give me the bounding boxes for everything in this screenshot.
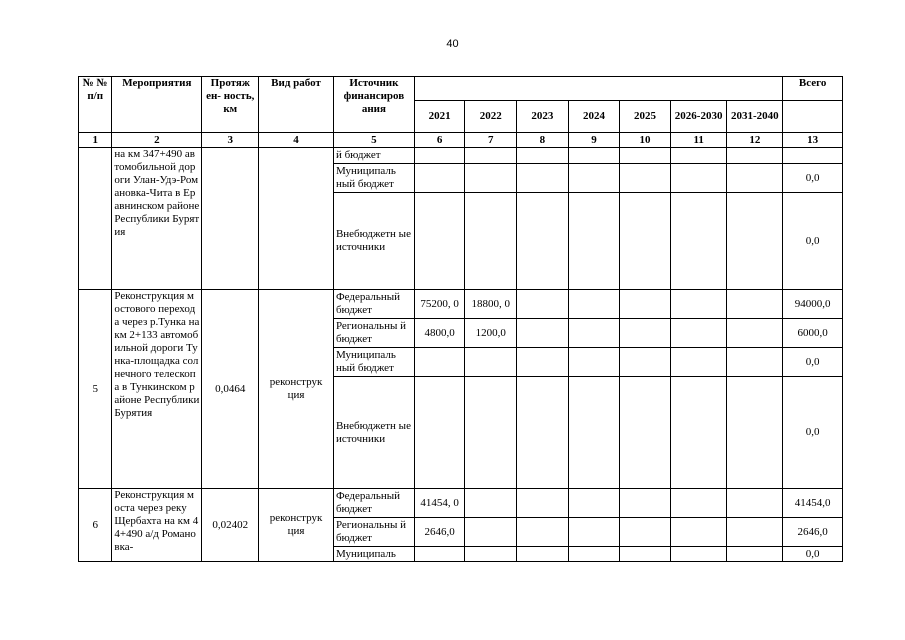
row5-activity: Реконструкция мостового перехода через р.Тунка на км 2+133 автомобильной дороги Тунка-площадка солнечного телескопа в Тункинском районе Республики Бурятия [112,290,202,489]
cell [568,148,620,164]
cell [517,148,569,164]
cell [517,164,569,193]
row5-v2021-2: 4800,0 [414,319,465,348]
cell [414,377,465,489]
cell [517,290,569,319]
cell [670,319,727,348]
cell [727,547,783,562]
cell [670,518,727,547]
row5-source-4: Внебюджетн ые источники [333,377,414,489]
cell [517,193,569,290]
header-year-2025: 2025 [620,101,671,133]
col-number: 12 [727,133,783,148]
row6-activity: Реконструкция моста через реку Щербахта на км 44+490 а/д Романовка- [112,489,202,562]
col-number: 3 [202,133,259,148]
cell [670,148,727,164]
cell [727,319,783,348]
cell [517,547,569,562]
cell [620,290,671,319]
header-year-2024: 2024 [568,101,620,133]
cell [670,290,727,319]
prev-total-3: 0,0 [783,193,843,290]
cell [568,319,620,348]
header-work-type: Вид работ [259,77,334,133]
cell [517,518,569,547]
cell [414,148,465,164]
prev-total-2: 0,0 [783,164,843,193]
cell [727,193,783,290]
row5-source-2: Региональны й бюджет [333,319,414,348]
row5-total-4: 0,0 [783,377,843,489]
financing-table [78,76,843,562]
cell [620,547,671,562]
prev-total-1 [783,148,843,164]
cell [568,193,620,290]
cell [465,348,517,377]
cell [465,518,517,547]
cell [727,489,783,518]
cell [620,489,671,518]
cell [620,148,671,164]
cell [620,193,671,290]
prev-source-1: й бюджет [333,148,414,164]
row6-source-2: Региональны й бюджет [333,518,414,547]
prev-activity: на км 347+490 автомобильной дороги Улан-Удэ-Романовка-Чита в Еравнинском районе Республики Бурятия [112,148,202,290]
row6-work-type: реконструк ция [259,489,334,562]
row5-total-2: 6000,0 [783,319,843,348]
row6-v2021-2: 2646,0 [414,518,465,547]
header-activities: Мероприятия [112,77,202,133]
header-year-2031-2040: 2031-2040 [727,101,783,133]
cell [414,164,465,193]
header-year-2021: 2021 [414,101,465,133]
row6-source-3: Муниципаль [333,547,414,562]
cell [727,290,783,319]
col-number: 2 [112,133,202,148]
cell [568,164,620,193]
prev-source-2: Муниципаль ный бюджет [333,164,414,193]
cell [670,489,727,518]
row6-num: 6 [79,489,112,562]
cell [414,193,465,290]
header-year-2026-2030: 2026-2030 [670,101,727,133]
cell [568,547,620,562]
prev-length [202,148,259,290]
cell [414,547,465,562]
cell [465,377,517,489]
cell [568,348,620,377]
cell [568,489,620,518]
cell [620,518,671,547]
header-years-group [414,77,782,101]
header-length: Протяж ен- ность, км [202,77,259,133]
cell [620,377,671,489]
cell [670,164,727,193]
header-year-2022: 2022 [465,101,517,133]
cell [620,319,671,348]
cell [517,319,569,348]
col-number: 10 [620,133,671,148]
row6-total-2: 2646,0 [783,518,843,547]
row5-length: 0,0464 [202,290,259,489]
cell [517,348,569,377]
row6-total-3: 0,0 [783,547,843,562]
row6-length: 0,02402 [202,489,259,562]
cell [620,348,671,377]
row5-v2022-1: 18800, 0 [465,290,517,319]
col-number: 8 [517,133,569,148]
col-number: 9 [568,133,620,148]
cell [517,377,569,489]
cell [465,489,517,518]
cell [568,518,620,547]
cell [727,377,783,489]
row5-num: 5 [79,290,112,489]
page-number: 40 [446,38,459,50]
col-number: 7 [465,133,517,148]
header-total-sub [783,101,843,133]
row6-source-1: Федеральный бюджет [333,489,414,518]
cell [465,547,517,562]
col-number: 5 [333,133,414,148]
cell [620,164,671,193]
row5-source-1: Федеральный бюджет [333,290,414,319]
col-number: 4 [259,133,334,148]
row5-source-3: Муниципаль ный бюджет [333,348,414,377]
col-number: 1 [79,133,112,148]
cell [727,518,783,547]
header-total: Всего [783,77,843,101]
prev-num [79,148,112,290]
prev-work-type [259,148,334,290]
header-source: Источник финансиров ания [333,77,414,133]
cell [670,377,727,489]
cell [465,193,517,290]
col-number: 6 [414,133,465,148]
cell [727,164,783,193]
cell [670,193,727,290]
row5-total-1: 94000,0 [783,290,843,319]
cell [727,348,783,377]
prev-source-3: Внебюджетн ые источники [333,193,414,290]
cell [568,290,620,319]
row5-work-type: реконструк ция [259,290,334,489]
cell [414,348,465,377]
header-year-2023: 2023 [517,101,569,133]
row5-v2021-1: 75200, 0 [414,290,465,319]
cell [517,489,569,518]
row6-v2021-1: 41454, 0 [414,489,465,518]
cell [568,377,620,489]
cell [465,164,517,193]
header-num: № № п/п [79,77,112,133]
cell [727,148,783,164]
row5-v2022-2: 1200,0 [465,319,517,348]
row6-total-1: 41454,0 [783,489,843,518]
cell [465,148,517,164]
row5-total-3: 0,0 [783,348,843,377]
col-number: 13 [783,133,843,148]
cell [670,348,727,377]
col-number: 11 [670,133,727,148]
cell [670,547,727,562]
